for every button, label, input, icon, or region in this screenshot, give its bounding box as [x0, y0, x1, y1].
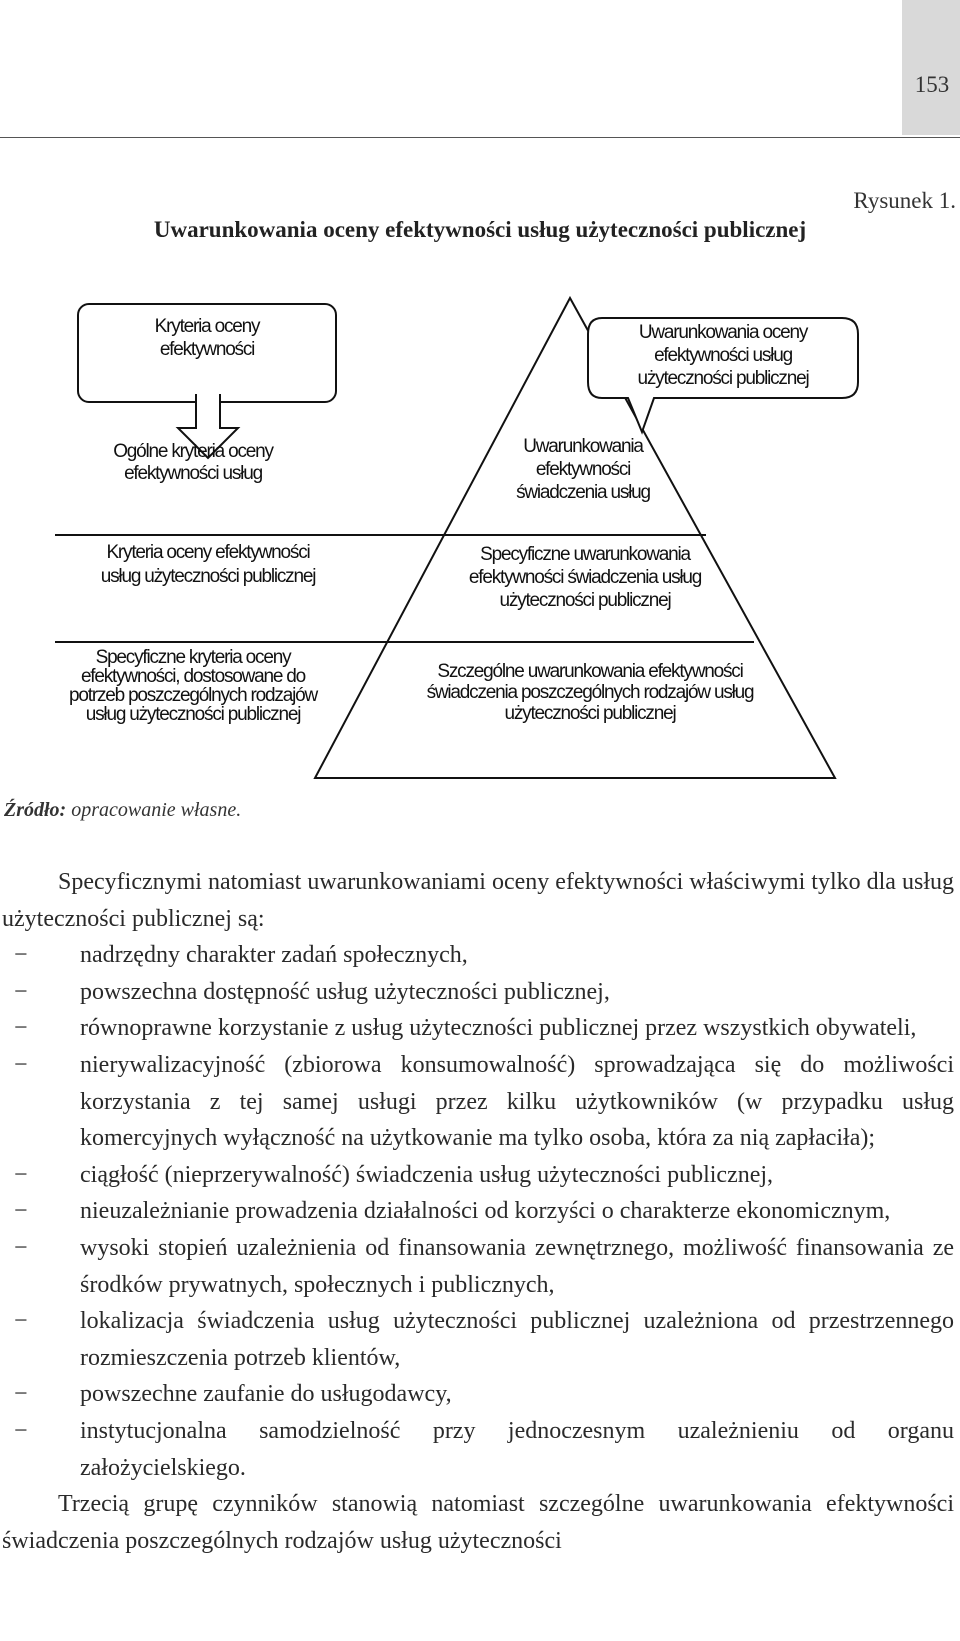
list-item [2, 974, 954, 1011]
left-level-3-text: efektywności, dostosowane do [80, 666, 306, 687]
list-item-text: powszechne zaufanie do usługodawcy, [80, 1381, 452, 1408]
dash-icon: − [14, 1381, 28, 1408]
list-item [2, 1010, 954, 1047]
pyramid-level-1-text: Uwarunkowania [523, 436, 643, 457]
dash-icon: − [14, 1051, 28, 1078]
criteria-box-text: Kryteria oceny [154, 316, 260, 337]
conditions-list [2, 937, 954, 1486]
dash-icon: − [14, 1198, 28, 1225]
list-item-text: powszechna dostępność usług użyteczności publicznej, [80, 978, 610, 1005]
pyramid-level-1-text: świadczenia usług [516, 482, 650, 503]
list-item [2, 1193, 954, 1230]
dash-icon: − [14, 1015, 28, 1042]
page-tab [902, 0, 960, 135]
efficiency-conditions-diagram [0, 290, 960, 790]
body-text [2, 864, 954, 1559]
left-level-2-text: usług użyteczności publicznej [100, 566, 316, 587]
closing-paragraph: Trzecią grupę czynników stanowią natomiast szczególne uwarunkowania efektywności świadczenia poszczególnych rodzajów usług użyteczności [2, 1491, 954, 1554]
pyramid-level-2-text: użyteczności publicznej [499, 590, 671, 611]
list-item [2, 1303, 954, 1376]
list-item-text: lokalizacja świadczenia usług użyteczności publicznej uzależniona od przestrzennego rozmieszczenia potrzeb klientów, [80, 1308, 954, 1371]
criteria-box-text: efektywności [159, 339, 255, 360]
callout-text: użyteczności publicznej [637, 368, 809, 389]
list-item-text: równoprawne korzystanie z usług użyteczności publicznej przez wszystkich obywateli, [80, 1015, 917, 1042]
page-number: 153 [914, 72, 950, 97]
left-level-3-text: potrzeb poszczególnych rodzajów [69, 685, 317, 706]
list-item-text: wysoki stopień uzależnienia od finansowania zewnętrznego, możliwość finansowania ze środków prywatnych, społecznych i publicznych, [80, 1234, 954, 1298]
left-level-3-text: Specyficzne kryteria oceny [95, 647, 291, 668]
intro-paragraph: Specyficznymi natomiast uwarunkowaniami oceny efektywności właściwymi tylko dla usług użyteczności publicznej są: [2, 869, 954, 932]
pyramid-level-2-text: Specyficzne uwarunkowania [480, 544, 690, 565]
list-item [2, 1376, 954, 1413]
dash-icon: − [14, 1234, 28, 1261]
figure-label: Rysunek 1. [853, 188, 956, 213]
dash-icon: − [14, 978, 28, 1005]
list-item-text: nieuzależnianie prowadzenia działalności od korzyści o charakterze ekonomicznym, [80, 1198, 891, 1225]
pyramid-level-2-text: efektywności świadczenia usług [468, 567, 702, 588]
list-item-text: ciągłość (nieprzerywalność) świadczenia usług użyteczności publicznej, [80, 1161, 774, 1188]
dash-icon: − [14, 1308, 28, 1335]
left-level-2-text: Kryteria oceny efektywności [106, 542, 310, 563]
figure-source [4, 799, 241, 822]
left-level-1-text: Ogólne kryteria oceny [113, 441, 273, 462]
source-text: opracowanie własne. [66, 799, 242, 821]
callout-text: Uwarunkowania oceny [638, 322, 808, 343]
list-item-text: nierywalizacyjność (zbiorowa konsumowalność) sprowadzająca się do możliwości korzystania z tej samej usługi przez kilku użytkowników (w przypadku usług komercyjnych wyłączność na użytkowanie ma tylko osoba, która za nią zapłaciła); [80, 1051, 954, 1152]
pyramid-level-1-text: efektywności [535, 459, 631, 480]
pyramid-level-3-text: świadczenia poszczególnych rodzajów usług [426, 682, 754, 703]
list-item [2, 937, 954, 974]
left-level-1-text: efektywności usług [124, 463, 262, 484]
list-item-text: instytucjonalna samodzielność przy jednoczesnym uzależnieniu od organu założycielskiego. [80, 1417, 954, 1481]
pyramid-level-3-text: Szczególne uwarunkowania efektywności [437, 661, 743, 682]
pyramid-level-3-text: użyteczności publicznej [504, 703, 676, 724]
list-item [2, 1413, 954, 1486]
list-item [2, 1157, 954, 1194]
left-level-3-text: usług użyteczności publicznej [85, 704, 301, 725]
list-item [2, 1047, 954, 1157]
callout-text: efektywności usług [654, 345, 792, 366]
figure-title: Uwarunkowania oceny efektywności usług użyteczności publicznej [153, 217, 807, 242]
list-item-text: nadrzędny charakter zadań społecznych, [80, 942, 468, 969]
dash-icon: − [14, 942, 28, 969]
dash-icon: − [14, 1161, 28, 1188]
dash-icon: − [14, 1417, 28, 1444]
list-item [2, 1230, 954, 1303]
header-rule [0, 137, 960, 138]
source-label: Źródło: [4, 799, 67, 821]
